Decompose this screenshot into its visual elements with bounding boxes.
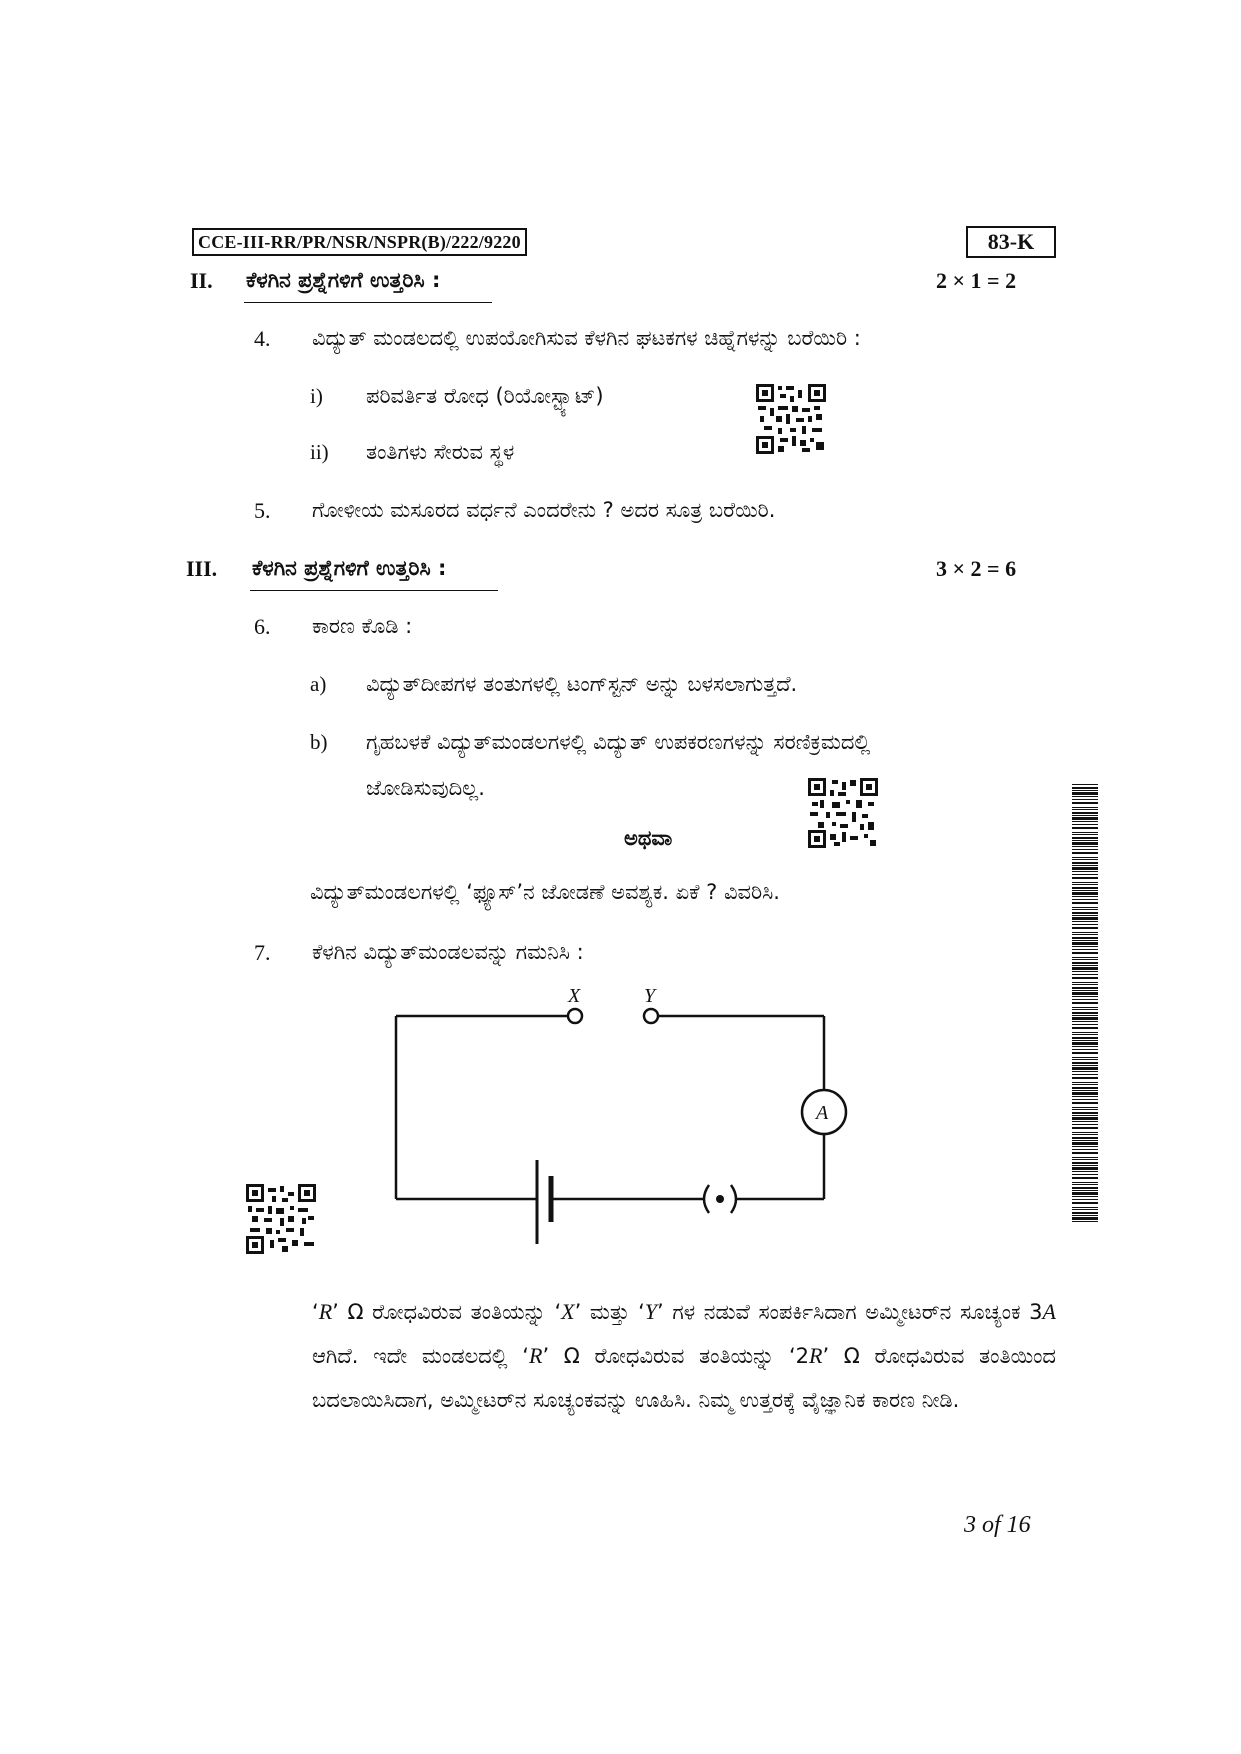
question-7-paragraph: ‘R’ Ω ರೋಧವಿರುವ ತಂತಿಯನ್ನು ‘X’ ಮತ್ತು ‘Y’ ಗಳ ನಡುವೆ ಸಂಪರ್ಕಿಸಿದಾಗ ಅಮ್ಮೀಟರ್‌ನ ಸೂಚ್ಯಂಕ 3A ಆಗಿದೆ. ಇದೇ ಮಂಡಲದಲ್ಲಿ ‘R’ Ω ರೋಧವಿರುವ ತಂತಿಯನ್ನು ‘2R’ Ω ರೋಧವಿರುವ ತಂತಿಯಿಂದ ಬದಲಾಯಿಸಿದಾಗ, ಅಮ್ಮೀಟರ್‌ನ ಸೂಚ್ಯಂಕವನ್ನು ಊಹಿಸಿ. ನಿಮ್ಮ ಉತ್ತರಕ್ಕೆ ವೈಜ್ಞಾನಿಕ ಕಾರಣ ನೀಡಿ.: [312, 1299, 1056, 1412]
terminal-y: [644, 1009, 658, 1023]
barcode-bar: [1072, 1187, 1098, 1189]
barcode-bar: [1072, 840, 1098, 841]
section-2-title: ಕೆಳಗಿನ ಪ್ರಶ್ನೆಗಳಿಗೆ ಉತ್ತರಿಸಿ :: [246, 268, 441, 292]
barcode-bar: [1072, 1017, 1098, 1020]
barcode-bar: [1072, 792, 1098, 795]
barcode-bar: [1072, 1024, 1098, 1025]
barcode-bar: [1072, 1132, 1098, 1133]
barcode-bar: [1072, 965, 1098, 966]
circuit-diagram: [380, 980, 850, 1270]
barcode-bar: [1072, 832, 1098, 833]
barcode-bar: [1072, 1212, 1098, 1214]
barcode-bar: [1072, 934, 1098, 935]
barcode-bar: [1072, 999, 1098, 1000]
qr-code-3: [246, 1184, 316, 1254]
section-3-marks: 3 × 2 = 6: [936, 556, 1017, 581]
barcode-bar: [1072, 1217, 1098, 1220]
barcode-bar: [1072, 1174, 1098, 1175]
barcode-bar: [1072, 817, 1098, 820]
barcode-bar: [1072, 1209, 1098, 1210]
question-6-item-a-label: a): [310, 672, 327, 696]
barcode-bar: [1072, 896, 1098, 897]
question-6-item-b-line-1: ಗೃಹಬಳಕೆ ವಿದ್ಯುತ್‌ಮಂಡಲಗಳಲ್ಲಿ ವಿದ್ಯುತ್ ಉಪಕರಣಗಳನ್ನು ಸರಣಿಕ್ರಮದಲ್ಲಿ: [366, 730, 871, 754]
section-2-marks: 2 × 1 = 2: [936, 268, 1017, 293]
barcode-bar: [1072, 959, 1098, 960]
barcode-bar: [1072, 892, 1098, 895]
question-6-item-b-line-2: ಜೋಡಿಸುವುದಿಲ್ಲ.: [366, 776, 485, 800]
barcode-bar: [1072, 940, 1098, 941]
barcode-bar: [1072, 1109, 1098, 1110]
or-label: ಅಥವಾ: [624, 826, 673, 850]
barcode-bar: [1072, 957, 1098, 958]
barcode-bar: [1072, 882, 1098, 883]
barcode-bar: [1072, 987, 1098, 989]
barcode-bar: [1072, 1149, 1098, 1150]
barcode-bar: [1072, 1062, 1098, 1064]
barcode-bar: [1072, 902, 1098, 904]
barcode-bar: [1072, 1007, 1098, 1008]
question-6-item-b-label: b): [310, 730, 328, 754]
barcode-bar: [1072, 927, 1098, 929]
barcode-bar: [1072, 1015, 1098, 1016]
barcode-bar: [1072, 799, 1098, 800]
label-y: Y: [644, 985, 656, 1007]
question-4-text: ವಿದ್ಯುತ್ ಮಂಡಲದಲ್ಲಿ ಉಪಯೋಗಿಸುವ ಕೆಳಗಿನ ಘಟಕಗಳ ಚಿಹ್ನೆಗಳನ್ನು ಬರೆಯಿರಿ :: [312, 326, 861, 350]
barcode-bar: [1072, 1207, 1098, 1208]
question-4-number: 4.: [254, 326, 271, 351]
section-3-title: ಕೆಳಗಿನ ಪ್ರಶ್ನೆಗಳಿಗೆ ಉತ್ತರಿಸಿ :: [252, 556, 447, 580]
barcode-bar: [1072, 1067, 1098, 1070]
barcode-bar: [1072, 977, 1098, 979]
barcode-bar: [1072, 1202, 1098, 1204]
barcode-bar: [1072, 809, 1098, 810]
barcode-bar: [1072, 852, 1098, 854]
barcode-bar: [1072, 1002, 1098, 1004]
barcode-bar: [1072, 1134, 1098, 1135]
section-3-underline: [250, 590, 498, 591]
barcode-bar: [1072, 1037, 1098, 1039]
barcode-bar: [1072, 1034, 1098, 1035]
barcode-bar: [1072, 1221, 1098, 1222]
barcode-bar: [1072, 1107, 1098, 1108]
barcode-bar: [1072, 815, 1098, 816]
barcode-bar: [1072, 1177, 1098, 1179]
barcode-bar: [1072, 1012, 1098, 1014]
barcode-bar: [1072, 1027, 1098, 1029]
barcode-bar: [1072, 1182, 1098, 1183]
barcode-bar: [1072, 784, 1098, 785]
barcode-bar: [1072, 812, 1098, 814]
qr-code-2: [808, 778, 878, 848]
barcode-bar: [1072, 992, 1098, 995]
question-4-item-i-text: ಪರಿವರ್ತಿತ ರೋಧ (ರಿಯೋಸ್ಟ್ಯಾಟ್): [366, 384, 604, 408]
label-ammeter: A: [816, 1102, 829, 1124]
barcode-bar: [1072, 857, 1098, 858]
barcode-bar: [1072, 1112, 1098, 1114]
barcode-bar: [1072, 865, 1098, 866]
barcode-bar: [1072, 982, 1098, 983]
barcode-bar: [1072, 1077, 1098, 1079]
question-4-item-ii-text: ತಂತಿಗಳು ಸೇರುವ ಸ್ಥಳ: [366, 440, 515, 464]
barcode-bar: [1072, 834, 1098, 835]
side-barcode: [1072, 784, 1098, 1224]
barcode-bar: [1072, 1057, 1098, 1058]
section-2-underline: [244, 302, 492, 303]
barcode-bar: [1072, 1092, 1098, 1095]
question-5-text: ಗೋಳೀಯ ಮಸೂರದ ವರ್ಧನೆ ಎಂದರೇನು ? ಅದರ ಸೂತ್ರ ಬರೆಯಿರಿ.: [312, 498, 776, 522]
page-number: 3 of 16: [964, 1512, 1031, 1538]
exam-code: CCE-III-RR/PR/NSR/NSPR(B)/222/9220: [192, 228, 527, 256]
question-6-alternative: ವಿದ್ಯುತ್‌ಮಂಡಲಗಳಲ್ಲಿ ‘ಫ್ಯೂಸ್’ನ ಜೋಡಣೆ ಅವಶ್ಯಕ. ಏಕೆ ? ವಿವರಿಸಿ.: [310, 880, 780, 904]
barcode-bar: [1072, 971, 1098, 972]
barcode-bar: [1072, 912, 1098, 914]
label-x: X: [568, 985, 581, 1007]
barcode-bar: [1072, 874, 1098, 875]
barcode-bar: [1072, 871, 1098, 872]
barcode-bar: [1072, 949, 1098, 950]
barcode-bar: [1072, 802, 1098, 804]
barcode-bar: [1072, 849, 1098, 850]
barcode-bar: [1072, 1165, 1098, 1166]
barcode-bar: [1072, 1124, 1098, 1125]
barcode-bar: [1072, 1087, 1098, 1089]
question-4-item-ii-label: ii): [310, 440, 329, 464]
question-6-text: ಕಾರಣ ಕೊಡಿ :: [312, 614, 413, 638]
barcode-bar: [1072, 1096, 1098, 1097]
barcode-bar: [1072, 967, 1098, 970]
barcode-bar: [1072, 862, 1098, 864]
barcode-bar: [1072, 1171, 1098, 1172]
barcode-bar: [1072, 1159, 1098, 1160]
barcode-bar: [1072, 924, 1098, 925]
question-6-item-a-text: ವಿದ್ಯುತ್‌ದೀಪಗಳ ತಂತುಗಳಲ್ಲಿ ಟಂಗ್‌ಸ್ಟನ್ ಅನ್ನು ಬಳಸಲಾಗುತ್ತದೆ.: [366, 672, 798, 696]
barcode-bar: [1072, 1040, 1098, 1041]
barcode-bar: [1072, 887, 1098, 889]
barcode-bar: [1072, 1071, 1098, 1072]
paper-code: 83-K: [966, 226, 1056, 258]
barcode-bar: [1072, 842, 1098, 845]
question-7-number: 7.: [254, 940, 271, 965]
barcode-bar: [1072, 996, 1098, 997]
barcode-bar: [1072, 1102, 1098, 1104]
barcode-bar: [1072, 1137, 1098, 1139]
barcode-bar: [1072, 909, 1098, 910]
barcode-bar: [1072, 1065, 1098, 1066]
key-right-arc: [731, 1185, 736, 1213]
barcode-bar: [1072, 1215, 1098, 1216]
question-7-text: ಕೆಳಗಿನ ವಿದ್ಯುತ್‌ಮಂಡಲವನ್ನು ಗಮನಿಸಿ :: [312, 940, 584, 964]
barcode-bar: [1072, 790, 1098, 791]
barcode-bar: [1072, 1117, 1098, 1120]
barcode-bar: [1072, 899, 1098, 900]
barcode-bar: [1072, 1140, 1098, 1141]
barcode-bar: [1072, 907, 1098, 908]
barcode-bar: [1072, 859, 1098, 860]
barcode-bar: [1072, 1196, 1098, 1197]
barcode-bar: [1072, 890, 1098, 891]
barcode-bar: [1072, 1021, 1098, 1022]
barcode-bar: [1072, 1167, 1098, 1170]
barcode-bar: [1072, 1052, 1098, 1054]
terminal-x: [568, 1009, 582, 1023]
barcode-bar: [1072, 1009, 1098, 1010]
barcode-bar: [1072, 1157, 1098, 1158]
question-6-number: 6.: [254, 614, 271, 639]
section-3-number: III.: [186, 556, 218, 581]
barcode-bar: [1072, 1146, 1098, 1147]
barcode-bar: [1072, 990, 1098, 991]
barcode-bar: [1072, 1074, 1098, 1075]
barcode-bar: [1072, 984, 1098, 985]
barcode-bar: [1072, 1042, 1098, 1045]
barcode-bar: [1072, 1199, 1098, 1200]
barcode-bar: [1072, 846, 1098, 847]
section-2-number: II.: [190, 268, 213, 293]
barcode-bar: [1072, 1121, 1098, 1122]
barcode-bar: [1072, 837, 1098, 839]
barcode-bar: [1072, 1190, 1098, 1191]
barcode-bar: [1072, 1082, 1098, 1083]
barcode-bar: [1072, 787, 1098, 789]
barcode-bar: [1072, 1192, 1098, 1195]
barcode-bar: [1072, 1046, 1098, 1047]
barcode-bar: [1072, 974, 1098, 975]
barcode-bar: [1072, 932, 1098, 933]
barcode-bar: [1072, 921, 1098, 922]
barcode-bar: [1072, 807, 1098, 808]
barcode-bar: [1072, 937, 1098, 939]
barcode-bar: [1072, 1090, 1098, 1091]
barcode-bar: [1072, 1059, 1098, 1060]
barcode-bar: [1072, 1099, 1098, 1100]
barcode-bar: [1072, 821, 1098, 822]
barcode-bar: [1072, 824, 1098, 825]
key-left-arc: [704, 1185, 709, 1213]
barcode-bar: [1072, 1127, 1098, 1129]
plug-key-dot: [716, 1195, 724, 1203]
barcode-bar: [1072, 1142, 1098, 1145]
barcode-bar: [1072, 1049, 1098, 1050]
barcode-bar: [1072, 877, 1098, 879]
barcode-bar: [1072, 867, 1098, 870]
barcode-bar: [1072, 1162, 1098, 1164]
barcode-bar: [1072, 1032, 1098, 1033]
qr-code-1: [756, 384, 826, 454]
question-4-item-i-label: i): [310, 384, 323, 408]
barcode-bar: [1072, 796, 1098, 797]
barcode-bar: [1072, 1115, 1098, 1116]
barcode-bar: [1072, 1084, 1098, 1085]
barcode-bar: [1072, 946, 1098, 947]
barcode-bar: [1072, 827, 1098, 829]
barcode-bar: [1072, 952, 1098, 954]
barcode-bar: [1072, 1152, 1098, 1154]
barcode-bar: [1072, 917, 1098, 920]
barcode-bar: [1072, 915, 1098, 916]
barcode-bar: [1072, 962, 1098, 964]
barcode-bar: [1072, 1184, 1098, 1185]
question-5-number: 5.: [254, 498, 271, 523]
barcode-bar: [1072, 942, 1098, 945]
barcode-bar: [1072, 884, 1098, 885]
